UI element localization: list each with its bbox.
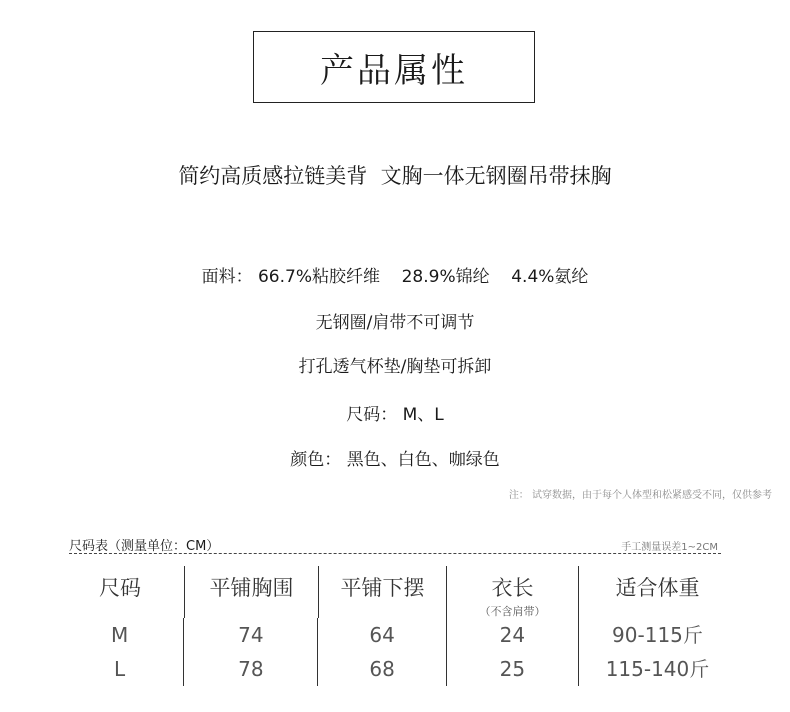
pad-attribute: 打孔透气杯垫/胸垫可拆卸: [298, 357, 492, 377]
cell-weight: 115-140斤: [578, 652, 736, 686]
measurement-tolerance: 手工测量误差1~2CM: [621, 542, 718, 553]
column-header-length-label: 衣长: [491, 576, 534, 600]
color-attribute: 颜色： 黑色、白色、咖绿色: [290, 450, 500, 470]
page-title: 产品属性: [253, 31, 535, 103]
column-header-length: [446, 566, 578, 618]
size-attribute: 尺码： M、L: [346, 405, 444, 425]
cell-bust: 74: [183, 618, 317, 652]
wire-attribute: 无钢圈/肩带不可调节: [315, 313, 475, 333]
cell-size: M: [110, 623, 129, 647]
cell-size: L: [114, 657, 126, 681]
table-row: [56, 618, 736, 652]
size-table: [56, 566, 736, 686]
size-table-divider: [69, 553, 721, 554]
product-subtitle: 简约高质感拉链美背 文胸一体无钢圈吊带抹胸: [178, 164, 612, 188]
length-note: （不含肩带）: [479, 605, 546, 618]
size-table-header: [56, 566, 736, 618]
fabric-attribute: 面料： 66.7%粘胶纤维 28.9%锦纶 4.4%氨纶: [201, 267, 589, 287]
column-header-size: 尺码: [99, 576, 141, 600]
cell-hem: 68: [317, 652, 445, 686]
size-table-heading: 尺码表（测量单位：CM）: [69, 539, 220, 554]
column-header-hem: 平铺下摆: [318, 566, 446, 618]
table-row: [56, 652, 736, 686]
fit-note: 注： 试穿数据，由于每个人体型和松紧感受不同，仅供参考: [508, 490, 772, 501]
cell-length: 24: [446, 618, 578, 652]
cell-weight: 90-115斤: [578, 618, 736, 652]
cell-hem: 64: [317, 618, 445, 652]
cell-bust: 78: [183, 652, 317, 686]
column-header-weight: 适合体重: [578, 566, 736, 618]
cell-length: 25: [446, 652, 578, 686]
column-header-bust: 平铺胸围: [184, 566, 318, 618]
